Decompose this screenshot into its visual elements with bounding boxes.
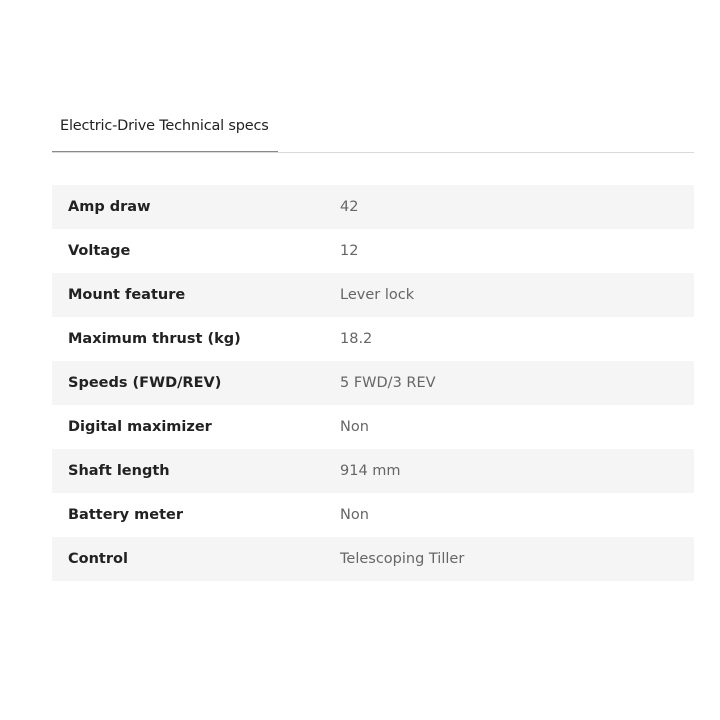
table-row [52, 449, 694, 493]
table-row [52, 361, 694, 405]
spec-value: Lever lock [340, 273, 694, 317]
spec-label: Maximum thrust (kg) [68, 331, 241, 347]
specs-table [52, 185, 694, 581]
spec-value: Non [340, 507, 369, 523]
table-row [52, 229, 694, 273]
spec-value: 12 [340, 243, 359, 259]
spec-value: 18.2 [340, 331, 373, 347]
spec-label: Voltage [68, 243, 131, 259]
spec-value: Non [340, 419, 369, 435]
table-row [52, 273, 694, 317]
table-row [52, 493, 694, 537]
table-row [52, 317, 694, 361]
spec-label: Digital maximizer [68, 419, 212, 435]
spec-value: 5 FWD/3 REV [340, 361, 694, 405]
table-row [52, 185, 694, 229]
spec-label: Mount feature [52, 273, 340, 317]
tab-technical-specs[interactable]: Electric-Drive Technical specs [52, 108, 278, 152]
tab-bar [52, 108, 694, 153]
spec-value: 42 [340, 185, 694, 229]
spec-label: Speeds (FWD/REV) [52, 361, 340, 405]
spec-label: Battery meter [68, 507, 184, 523]
table-row [52, 405, 694, 449]
spec-value: 914 mm [340, 449, 694, 493]
spec-label: Amp draw [52, 185, 340, 229]
table-row [52, 537, 694, 581]
spec-label: Control [52, 537, 340, 581]
spec-label: Shaft length [52, 449, 340, 493]
spec-value: Telescoping Tiller [340, 537, 694, 581]
